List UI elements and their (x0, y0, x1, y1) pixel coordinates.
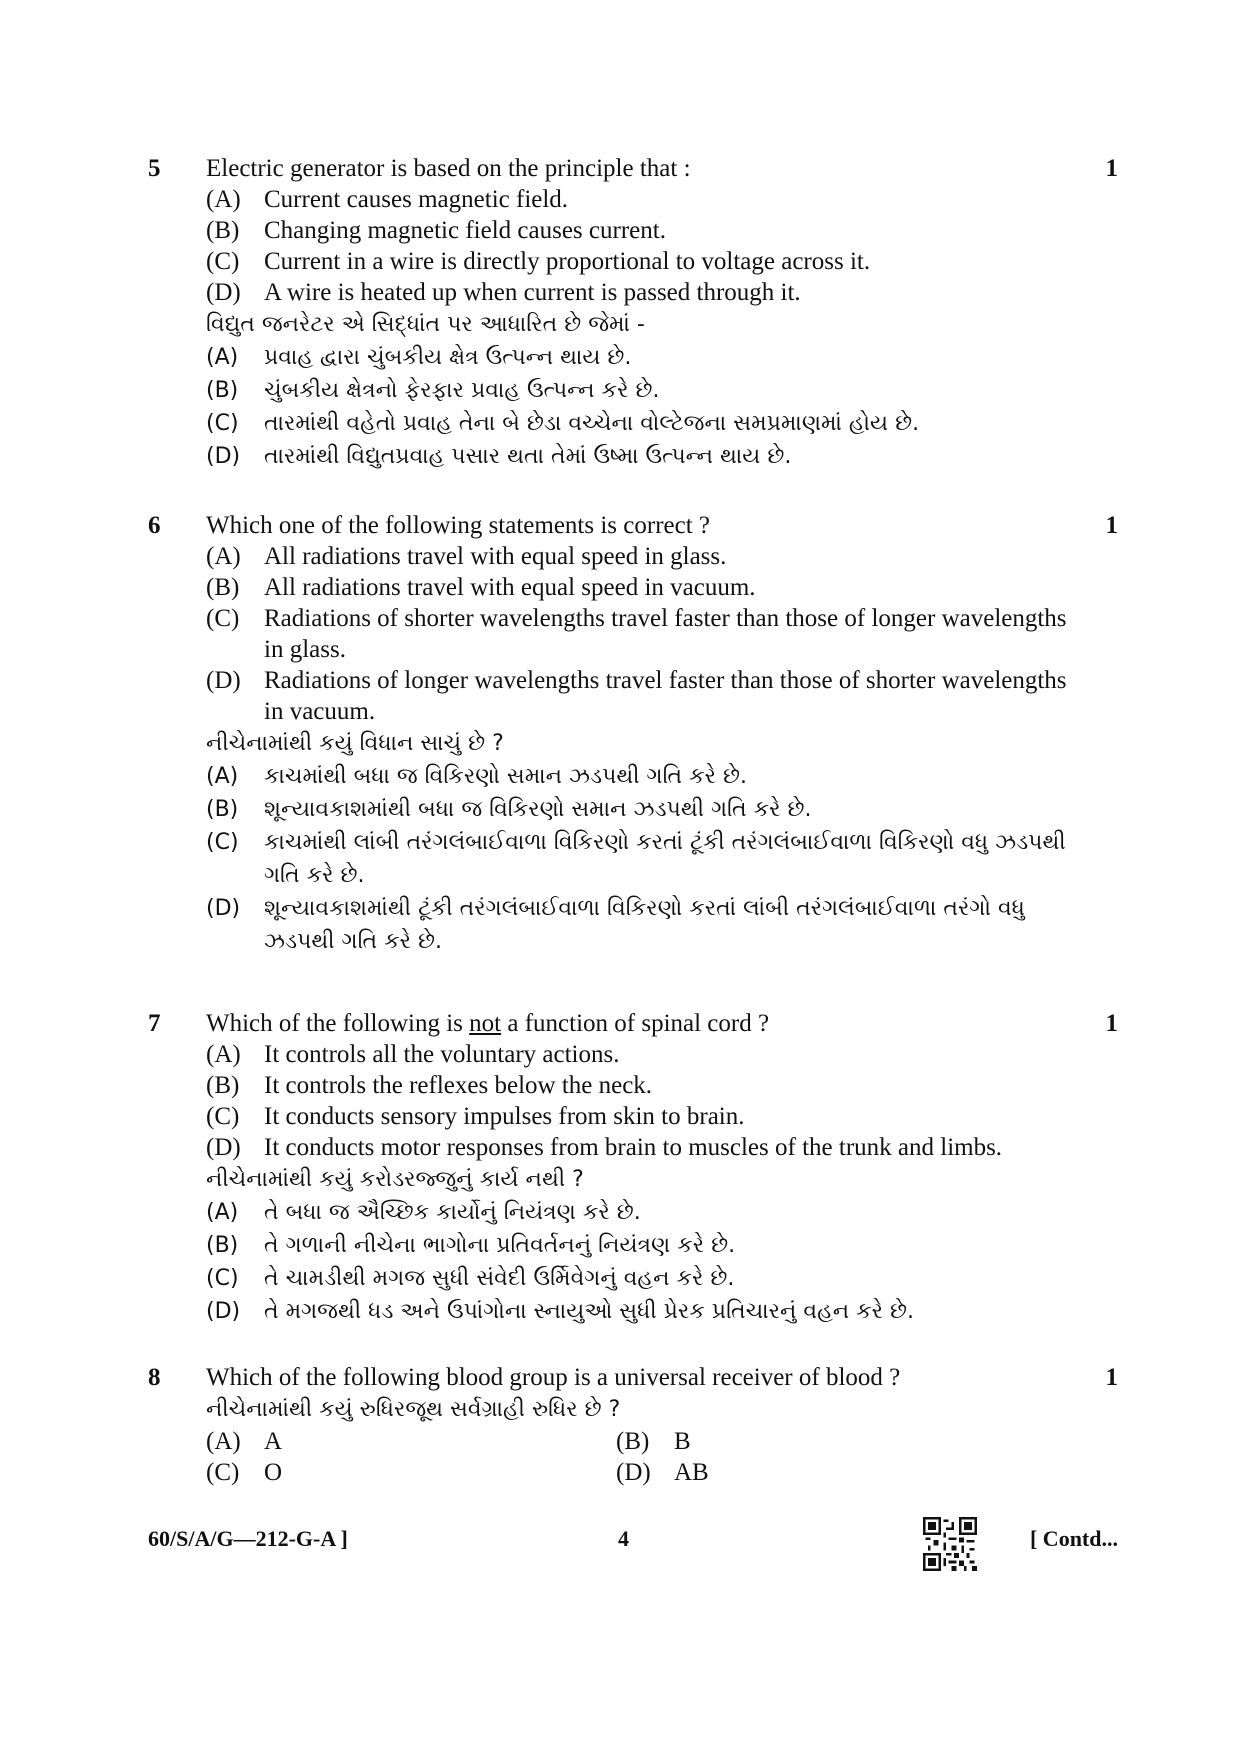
page-number: 4 (618, 1526, 629, 1551)
option-gu-d: (D) તારમાંથી વિદ્યુતપ્રવાહ પસાર થતા તેમાં ઉષ્મા ઉત્પન્ન થાય છે. (206, 444, 792, 469)
question-number: 8 (148, 1364, 161, 1391)
question-stem-en: Which of the following is not a function of spinal cord ? (206, 1010, 770, 1037)
option-gu-d: (D) શૂન્યાવકાશમાંથી ટૂંકી તરંગલંબાઈવાળા વિકિરણો કરતાં લાંબી તરંગલંબાઈવાળા તરંગો વધુ ઝડપથી ગતિ કરે છે. (206, 896, 1025, 954)
option-en-b: (B) All radiations travel with equal speed in vacuum. (206, 574, 756, 601)
option-gu-b: (B) શૂન્યાવકાશમાંથી બધા જ વિકિરણો સમાન ઝડપથી ગતિ કરે છે. (206, 797, 812, 822)
option-b: (B) B (616, 1428, 691, 1455)
option-gu-a: (A) કાચમાંથી બધા જ વિકિરણો સમાન ઝડપથી ગતિ કરે છે. (206, 764, 748, 789)
option-gu-c: (C) તારમાંથી વહેતો પ્રવાહ તેના બે છેડા વચ્ચેના વોલ્ટેજના સમપ્રમાણમાં હોય છે. (206, 411, 920, 436)
option-en-a: (A) It controls all the voluntary actions. (206, 1041, 620, 1068)
option-en-d: (D) It conducts motor responses from brain to muscles of the trunk and limbs. (206, 1134, 1003, 1161)
question-7 (148, 1008, 1118, 1328)
option-en-b: (B) It controls the reflexes below the neck. (206, 1072, 653, 1099)
option-gu-a: (A) તે બધા જ ઐચ્છિક કાર્યોનું નિયંત્રણ કરે છે. (206, 1200, 641, 1225)
continued-label: [ Contd... (1029, 1526, 1118, 1551)
option-a: (A) A (206, 1428, 283, 1455)
question-stem-gu: વિદ્યુત જનરેટર એ સિદ્ધાંત પર આધારિત છે જેમાં - (206, 312, 645, 337)
question-marks: 1 (1105, 512, 1118, 539)
paper-code: 60/S/A/G—212-G-A ] (148, 1526, 348, 1551)
option-en-a: (A) Current causes magnetic field. (206, 186, 569, 213)
underlined-word: not (469, 1010, 502, 1037)
option-gu-b: (B) ચુંબકીય ક્ષેત્રનો ફેરફાર પ્રવાહ ઉત્પન્ન કરે છે. (206, 378, 660, 403)
option-en-d: (D) Radiations of longer wavelengths travel faster than those of shorter wavelengths in vacuum. (206, 667, 1067, 725)
question-marks: 1 (1105, 1010, 1118, 1037)
option-en-c: (C) Radiations of shorter wavelengths travel faster than those of longer wavelengths in glass. (206, 605, 1067, 663)
question-stem-en: Which of the following blood group is a universal receiver of blood ? (206, 1364, 901, 1391)
option-c: (C) O (206, 1459, 283, 1486)
question-number: 6 (148, 512, 161, 539)
option-en-c: (C) Current in a wire is directly proportional to voltage across it. (206, 248, 871, 275)
option-gu-c: (C) કાચમાંથી લાંબી તરંગલંબાઈવાળા વિકિરણો કરતાં ટૂંકી તરંગલંબાઈવાળા વિકિરણો વધુ ઝડપથી ગતિ કરે છે. (206, 830, 1066, 888)
question-stem-en: Electric generator is based on the principle that : (206, 155, 691, 182)
option-gu-d: (D) તે મગજથી ધડ અને ઉપાંગોના સ્નાયુઓ સુધી પ્રેરક પ્રતિચારનું વહન કરે છે. (206, 1299, 915, 1324)
option-gu-c: (C) તે ચામડીથી મગજ સુધી સંવેદી ઉર્મિવેગનું વહન કરે છે. (206, 1266, 735, 1291)
question-6 (148, 510, 1118, 958)
question-number: 5 (148, 155, 161, 182)
question-stem-gu: નીચેનામાંથી કયું કરોડરજ્જુનું કાર્ય નથી ? (206, 1167, 584, 1192)
page-footer (148, 1523, 1118, 1583)
option-en-b: (B) Changing magnetic field causes current. (206, 217, 666, 244)
option-d: (D) AB (616, 1459, 709, 1486)
question-marks: 1 (1105, 155, 1118, 182)
question-8 (148, 1362, 1118, 1488)
option-en-a: (A) All radiations travel with equal speed in glass. (206, 543, 727, 570)
option-gu-b: (B) તે ગળાની નીચેના ભાગોના પ્રતિવર્તનનું નિયંત્રણ કરે છે. (206, 1233, 736, 1258)
question-number: 7 (148, 1010, 161, 1037)
question-stem-gu: નીચેનામાંથી કયું વિધાન સાચું છે ? (206, 731, 504, 756)
qr-code-icon (923, 1517, 977, 1571)
question-5 (148, 153, 1118, 473)
options-grid (206, 1426, 1078, 1488)
option-en-d: (D) A wire is heated up when current is passed through it. (206, 279, 801, 306)
option-en-c: (C) It conducts sensory impulses from skin to brain. (206, 1103, 745, 1130)
option-gu-a: (A) પ્રવાહ દ્વારા ચુંબકીય ક્ષેત્ર ઉત્પન્ન થાય છે. (206, 345, 632, 370)
question-stem-en: Which one of the following statements is correct ? (206, 512, 711, 539)
question-marks: 1 (1105, 1364, 1118, 1391)
question-stem-gu: નીચેનામાંથી કયું રુધિરજૂથ સર્વગ્રાહી રુધિર છે ? (206, 1397, 621, 1422)
